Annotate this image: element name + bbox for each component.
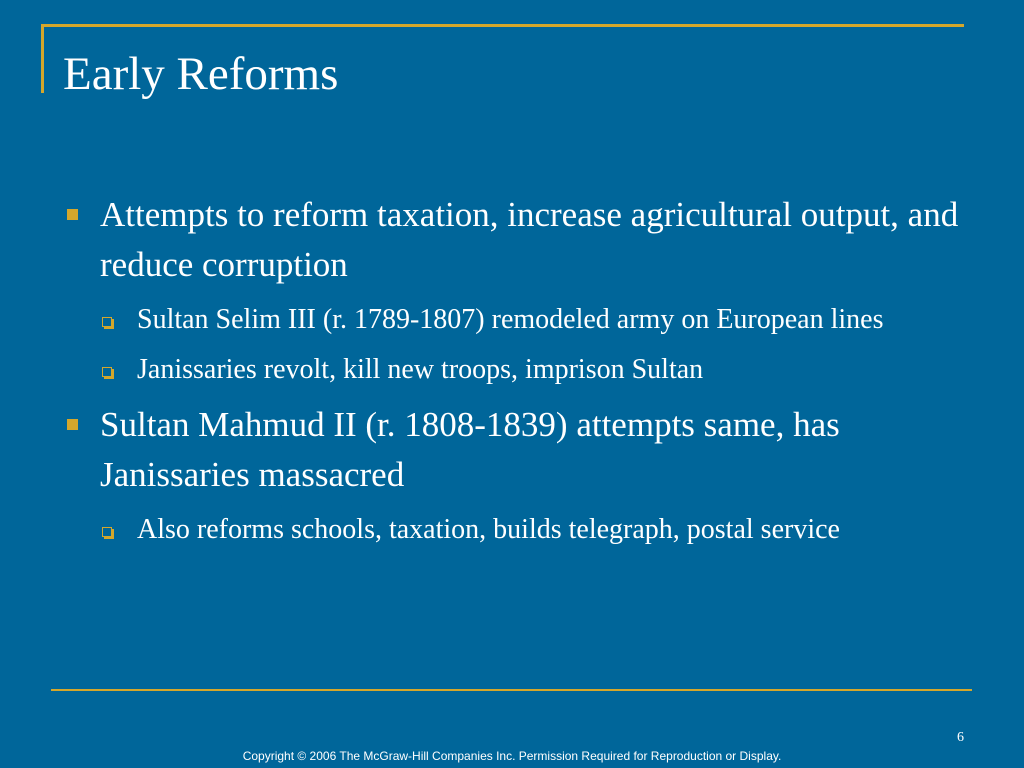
sub-bullet-item-reforms <box>100 510 963 550</box>
title-frame-top-rule <box>41 24 964 27</box>
title-frame-left-rule <box>41 24 44 93</box>
sub-bullet-list <box>100 300 963 390</box>
page-number: 6 <box>957 730 964 745</box>
box-bullet-icon <box>102 367 112 377</box>
bullet-text: Attempts to reform taxation, increase agricultural output, and reduce corruption <box>100 195 959 284</box>
box-bullet-icon <box>102 527 112 537</box>
copyright-notice: Copyright © 2006 The McGraw-Hill Companies Inc. Permission Required for Reproduction or Display. <box>242 749 782 763</box>
sub-bullet-text: Sultan Selim III (r. 1789-1807) remodeled army on European lines <box>137 304 884 335</box>
sub-bullet-list <box>100 510 963 550</box>
bullet-item-taxation-reform <box>63 190 963 390</box>
square-bullet-icon <box>67 209 78 220</box>
sub-bullet-text: Janissaries revolt, kill new troops, imprison Sultan <box>137 354 704 385</box>
sub-bullet-text: Also reforms schools, taxation, builds telegraph, postal service <box>137 514 840 545</box>
sub-bullet-item-selim <box>100 300 963 340</box>
square-bullet-icon <box>67 419 78 430</box>
box-bullet-icon <box>102 317 112 327</box>
bullet-list <box>63 190 963 550</box>
footer-rule <box>51 689 972 691</box>
sub-bullet-item-janissaries-revolt <box>100 350 963 390</box>
bullet-item-mahmud <box>63 400 963 550</box>
slide-title: Early Reforms <box>63 48 339 100</box>
bullet-text: Sultan Mahmud II (r. 1808-1839) attempts same, has Janissaries massacred <box>100 405 840 494</box>
